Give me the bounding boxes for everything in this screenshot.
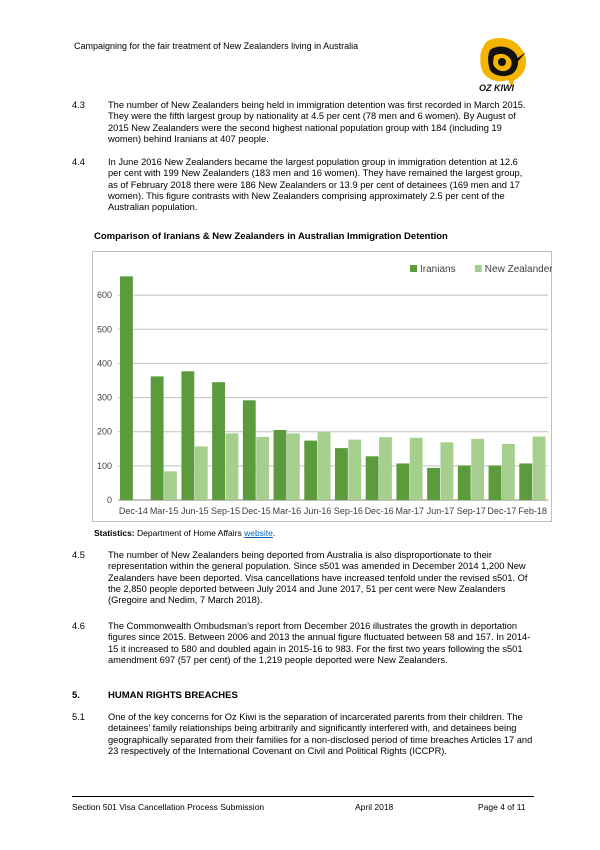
paragraph-text: One of the key concerns for Oz Kiwi is the separation of incarcerated parents from their children. The detainees’ family relationships being arbitrarily and significantly interfered with, and detainees being geographically separated from their families for a non-disclosed period of time breaches Articles 17 and 23 respectively of the International Covenant on Civil and Political Rights (ICCPR). — [108, 712, 533, 756]
paragraph-text: The number of New Zealanders being deported from Australia is also disproportionate to their representation within the general population. Since s501 was amended in December 2014 1,200 New Zealanders have been deported. Visa cancellations have increased tenfold under the revised s501. Of the 2,850 people deported between July 2014 and June 2017, 51 per cent were New Zealanders (Gregoire and Nedim, 7 March 2018). — [108, 550, 528, 606]
bar-new-zealanders — [256, 437, 269, 500]
paragraph-number: 4.5 — [72, 550, 85, 560]
page-header: Campaigning for the fair treatment of New Zealanders living in Australia — [74, 41, 359, 51]
x-tick-label: Feb-18 — [518, 506, 547, 516]
paragraph-number: 4.4 — [72, 157, 85, 167]
x-tick-label: Jun-16 — [303, 506, 332, 516]
detention-bar-chart — [92, 251, 552, 522]
x-tick-label: Dec-15 — [241, 506, 271, 516]
footer-left: Section 501 Visa Cancellation Process Submission — [72, 802, 265, 812]
paragraph-4-6 — [72, 621, 532, 679]
x-tick-label: Mar-15 — [149, 506, 179, 516]
bar-new-zealanders — [502, 444, 515, 500]
bar-iranians — [120, 276, 133, 500]
bar-iranians — [304, 441, 317, 500]
bar-iranians — [396, 463, 409, 500]
paragraph-5-1 — [72, 712, 532, 770]
legend-swatch — [410, 265, 417, 272]
bar-iranians — [458, 466, 471, 500]
svg-text:OZ KIWI: OZ KIWI — [479, 83, 514, 93]
bar-iranians — [274, 430, 287, 500]
bar-iranians — [519, 463, 532, 500]
legend-label: Iranians — [420, 264, 456, 275]
bar-new-zealanders — [471, 439, 484, 500]
x-tick-label: Sep-15 — [210, 506, 241, 516]
section-title: HUMAN RIGHTS BREACHES — [108, 690, 238, 701]
bar-iranians — [181, 371, 194, 500]
paragraph-text: The Commonwealth Ombudsman’s report from December 2016 illustrates the growth in deportation figures since 2015. Between 2006 and 2013 the annual figure fluctuated between 58 and 157. In 2014-15 it increased to 580 and doubled again in 2015-16 to 983. For the first two years following the s501 amendment 697 (57 per cent) of the 1,219 people deported were New Zealanders. — [108, 621, 531, 665]
bar-iranians — [366, 456, 379, 500]
x-tick-label: Jun-15 — [181, 506, 209, 516]
paragraph-number: 4.6 — [72, 621, 85, 631]
y-tick-label: 0 — [106, 495, 112, 505]
bar-new-zealanders — [379, 437, 392, 500]
oz-kiwi-logo — [472, 34, 530, 94]
y-tick-label: 400 — [96, 358, 112, 369]
x-tick-label: Dec-17 — [487, 506, 517, 516]
bar-iranians — [335, 448, 348, 500]
bar-new-zealanders — [287, 433, 300, 500]
section-heading — [72, 690, 238, 701]
bar-new-zealanders — [441, 442, 454, 500]
footer-page: Page 4 of 11 — [478, 802, 526, 812]
y-tick-label: 600 — [96, 290, 112, 301]
bar-iranians — [489, 466, 502, 500]
bar-new-zealanders — [318, 432, 331, 500]
paragraph-number: 4.3 — [72, 100, 85, 110]
bar-iranians — [427, 468, 440, 500]
chart-container — [92, 251, 552, 522]
legend-swatch — [475, 265, 482, 272]
x-tick-label: Dec-14 — [118, 506, 148, 516]
footer-divider — [72, 796, 534, 797]
chart-title: Comparison of Iranians & New Zealanders in Australian Immigration Detention — [94, 231, 448, 242]
paragraph-text: In June 2016 New Zealanders became the largest population group in immigration detention at 12.6 per cent with 199 New Zealanders (183 men and 16 women). They have remained the largest group, as of February 2018 there were 186 New Zealanders or 13.9 per cent of detainees (169 men and 17 women). This figure contrasts with New Zealanders comprising approximately 2.5 per cent of the Australian population. — [108, 157, 523, 213]
bar-iranians — [212, 382, 225, 500]
legend-label: New Zealanders — [484, 264, 552, 275]
website-link[interactable]: website — [244, 528, 273, 538]
x-tick-label: Mar-16 — [272, 506, 302, 516]
bar-iranians — [151, 376, 164, 500]
bar-iranians — [243, 400, 256, 500]
x-tick-label: Dec-16 — [364, 506, 394, 516]
paragraph-number: 5.1 — [72, 712, 85, 722]
statistics-end: . — [272, 528, 276, 538]
bar-new-zealanders — [348, 440, 361, 500]
bar-new-zealanders — [195, 446, 208, 500]
bar-new-zealanders — [164, 471, 177, 500]
y-tick-label: 200 — [96, 426, 112, 437]
statistics-text: Department of Home Affairs — [134, 528, 245, 538]
x-tick-label: Sep-16 — [333, 506, 363, 516]
paragraph-4-5 — [72, 550, 532, 608]
bar-new-zealanders — [410, 438, 423, 500]
bar-new-zealanders — [533, 436, 546, 500]
paragraph-text: The number of New Zealanders being held in immigration detention was first recorded in March 2015. They were the fifth largest group by nationality at 4.5 per cent (78 men and 6 women). By August of 2015 New Zealanders were the second highest national population group with 184 (including 19 women) behind Iranians at 407 people. — [108, 100, 526, 144]
x-tick-label: Jun-17 — [426, 506, 455, 516]
statistics-source — [94, 528, 275, 538]
x-tick-label: Sep-17 — [456, 506, 486, 516]
y-tick-label: 500 — [96, 324, 112, 335]
section-number: 5. — [72, 690, 80, 701]
paragraph-4-4 — [72, 157, 532, 215]
bar-new-zealanders — [226, 433, 239, 500]
y-tick-label: 100 — [96, 460, 112, 471]
footer-date: April 2018 — [355, 802, 394, 812]
paragraph-4-3 — [72, 100, 532, 146]
statistics-label: Statistics: — [94, 528, 135, 538]
y-tick-label: 300 — [96, 392, 112, 403]
x-tick-label: Mar-17 — [395, 506, 425, 516]
